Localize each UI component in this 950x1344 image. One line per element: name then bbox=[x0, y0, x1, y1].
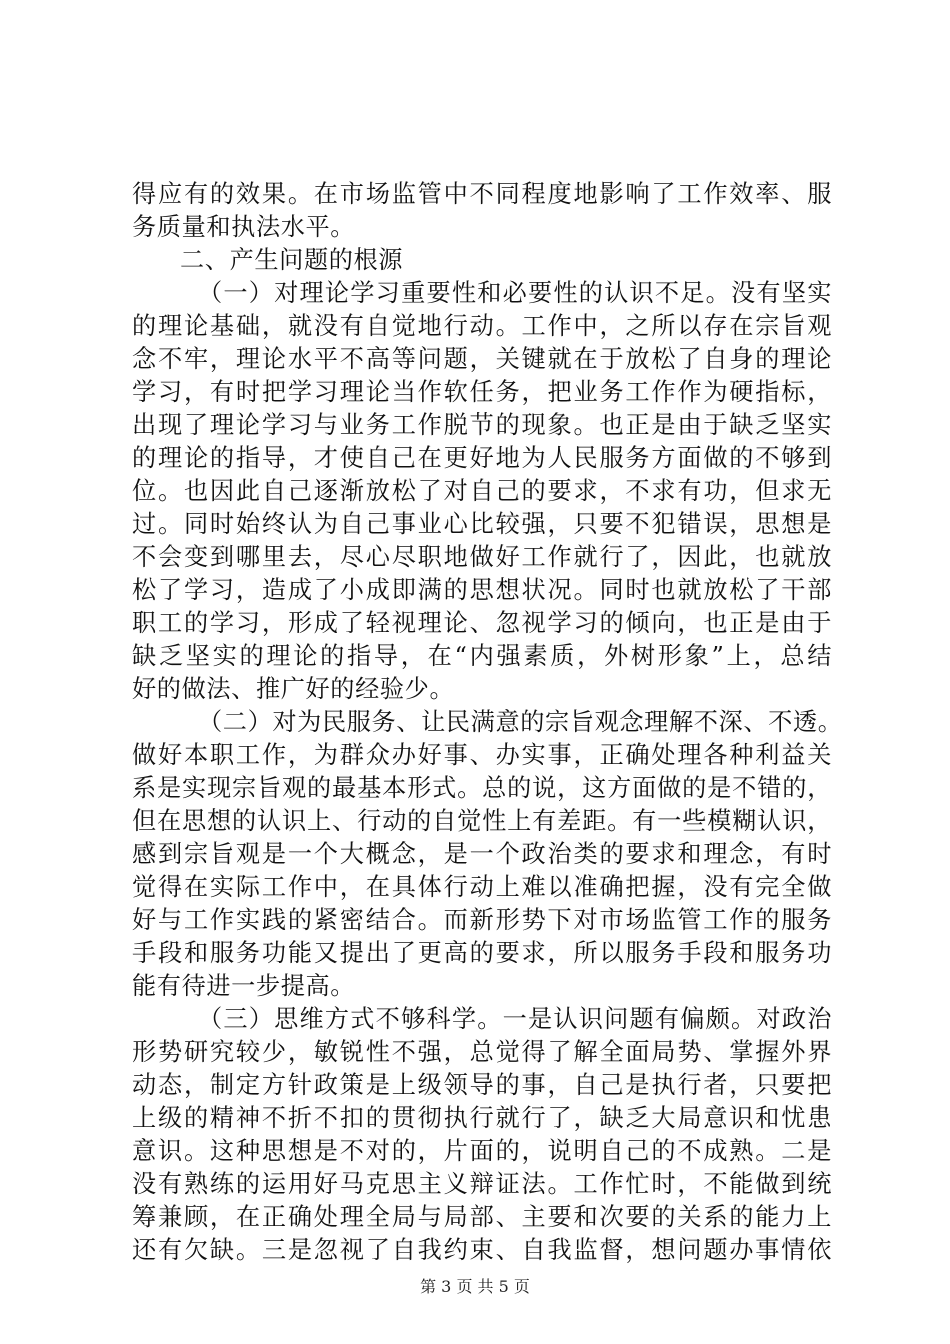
text-line: 缺乏坚实的理论的指导，在“内强素质，外树形象”上，总结 bbox=[132, 642, 832, 670]
text-line: 出现了理论学习与业务工作脱节的现象。也正是由于缺乏坚实 bbox=[132, 411, 832, 439]
text-line: 但在思想的认识上、行动的自觉性上有差距。有一些模糊认识， bbox=[132, 807, 832, 835]
text-line: 得应有的效果。在市场监管中不同程度地影响了工作效率、服 bbox=[132, 180, 832, 208]
text-line: 学习，有时把学习理论当作软任务，把业务工作作为硬指标， bbox=[132, 378, 832, 406]
text-line: 形势研究较少，敏锐性不强，总觉得了解全面局势、掌握外界 bbox=[132, 1038, 832, 1066]
text-line: 松了学习，造成了小成即满的思想状况。同时也就放松了干部 bbox=[132, 576, 832, 604]
text-line: 过。同时始终认为自己事业心比较强，只要不犯错误，思想是 bbox=[132, 510, 832, 538]
text-line: 务质量和执法水平。 bbox=[132, 213, 356, 241]
text-line: 手段和服务功能又提出了更高的要求，所以服务手段和服务功 bbox=[132, 939, 832, 967]
subsection-heading: （二）对为民服务、让民满意的宗旨观念理解不深、不透。 bbox=[198, 708, 843, 736]
text-line: 上级的精神不折不扣的贯彻执行就行了，缺乏大局意识和忧患 bbox=[132, 1104, 832, 1132]
text-line: 的理论的指导，才使自己在更好地为人民服务方面做的不够到 bbox=[132, 444, 832, 472]
text-line: 能有待进一步提高。 bbox=[132, 972, 356, 1000]
text-line: 不会变到哪里去，尽心尽职地做好工作就行了，因此，也就放 bbox=[132, 543, 832, 571]
text-line: 的理论基础，就没有自觉地行动。工作中，之所以存在宗旨观 bbox=[132, 312, 832, 340]
text-line: 感到宗旨观是一个大概念，是一个政治类的要求和理念，有时 bbox=[132, 840, 832, 868]
text-line: 好与工作实践的紧密结合。而新形势下对市场监管工作的服务 bbox=[132, 906, 832, 934]
text-line: 还有欠缺。三是忽视了自我约束、自我监督，想问题办事情依 bbox=[132, 1236, 832, 1264]
section-heading: 二、产生问题的根源 bbox=[180, 246, 404, 274]
text-line: 好的做法、推广好的经验少。 bbox=[132, 675, 455, 703]
page-number-footer: 第 3 页 共 5 页 bbox=[420, 1277, 530, 1296]
text-line: 筹兼顾，在正确处理全局与局部、主要和次要的关系的能力上 bbox=[132, 1203, 832, 1231]
text-line: 念不牢，理论水平不高等问题，关键就在于放松了自身的理论 bbox=[132, 345, 832, 373]
text-line: 做好本职工作，为群众办好事、办实事，正确处理各种利益关 bbox=[132, 741, 832, 769]
text-line: 职工的学习，形成了轻视理论、忽视学习的倾向，也正是由于 bbox=[132, 609, 832, 637]
text-line: 没有熟练的运用好马克思主义辩证法。工作忙时，不能做到统 bbox=[132, 1170, 832, 1198]
text-line: 动态，制定方针政策是上级领导的事，自己是执行者，只要把 bbox=[132, 1071, 832, 1099]
subsection-heading: （三）思维方式不够科学。一是认识问题有偏颇。对政治 bbox=[198, 1005, 832, 1033]
text-line: 意识。这种思想是不对的，片面的，说明自己的不成熟。二是 bbox=[132, 1137, 832, 1165]
text-line: 系是实现宗旨观的最基本形式。总的说，这方面做的是不错的， bbox=[132, 774, 832, 802]
subsection-heading: （一）对理论学习重要性和必要性的认识不足。没有坚实 bbox=[198, 279, 832, 307]
text-line: 觉得在实际工作中，在具体行动上难以准确把握，没有完全做 bbox=[132, 873, 832, 901]
text-line: 位。也因此自己逐渐放松了对自己的要求，不求有功，但求无 bbox=[132, 477, 832, 505]
